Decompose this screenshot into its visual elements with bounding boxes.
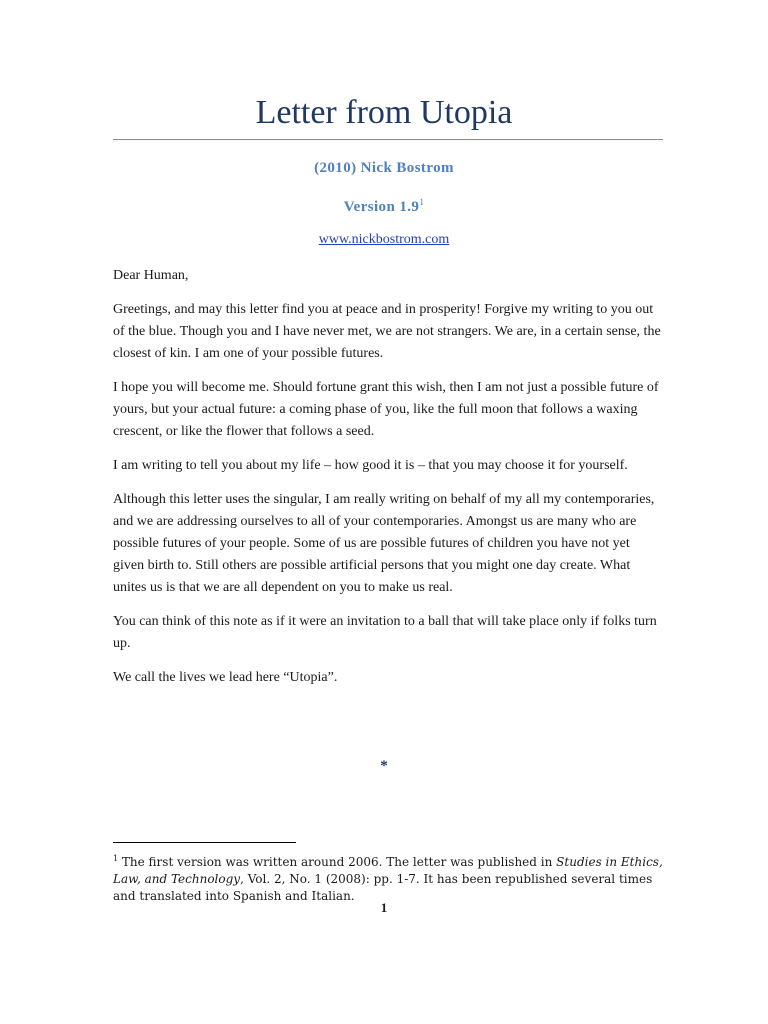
body-paragraph: We call the lives we lead here “Utopia”. [113, 670, 338, 685]
version-footnote-ref[interactable]: 1 [419, 197, 425, 207]
body-paragraph: Although this letter uses the singular, I am really writing on behalf of my all my contemporaries, and we are addressing ourselves to all of your contemporaries. Amongst us are many who are possible futures of your people. Some of us are possible futures of children you have not yet given birth to. Still others are possible artificial persons that you might one day create. What unites us is that we are all dependent on you to make us real. [113, 492, 655, 595]
footnote-journal: Studies in Ethics, Law, and Technology [113, 855, 663, 886]
footnote-divider [113, 842, 296, 843]
letter-body [113, 265, 663, 701]
author-line: (2010) Nick Bostrom [314, 160, 454, 176]
body-paragraph: I am writing to tell you about my life – how good it is – that you may choose it for yourself. [113, 458, 628, 473]
footnote-mark: 1 [113, 854, 119, 863]
section-asterism: * [380, 758, 388, 774]
footnote [113, 850, 665, 905]
version-label: Version 1.9 [343, 199, 420, 215]
body-paragraph: I hope you will become me. Should fortune grant this wish, then I am not just a possible future of yours, but your actual future: a coming phase of you, like the full moon that follows a waxing crescent, or like the flower that follows a seed. [113, 380, 659, 439]
salutation: Dear Human, [113, 268, 189, 283]
body-paragraph: Greetings, and may this letter find you at peace and in prosperity! Forgive my writing to you out of the blue. Though you and I have never met, we are not strangers. We are, in a certain sense, the closest of kin. I am one of your possible futures. [113, 302, 661, 361]
version-line [0, 197, 768, 216]
document-title: Letter from Utopia [255, 94, 513, 131]
website-link[interactable]: www.nickbostrom.com [318, 232, 450, 247]
body-paragraph: You can think of this note as if it were an invitation to a ball that will take place only if folks turn up. [113, 614, 657, 651]
title-divider [113, 139, 663, 140]
page-number: 1 [380, 900, 388, 915]
footnote-text-after: , Vol. 2, No. 1 (2008): pp. 1-7. It has been republished several times and translated into Spanish and Italian. [113, 872, 653, 903]
footnote-text-before: The first version was written around 2006. The letter was published in [118, 855, 557, 869]
url-line [0, 232, 768, 248]
